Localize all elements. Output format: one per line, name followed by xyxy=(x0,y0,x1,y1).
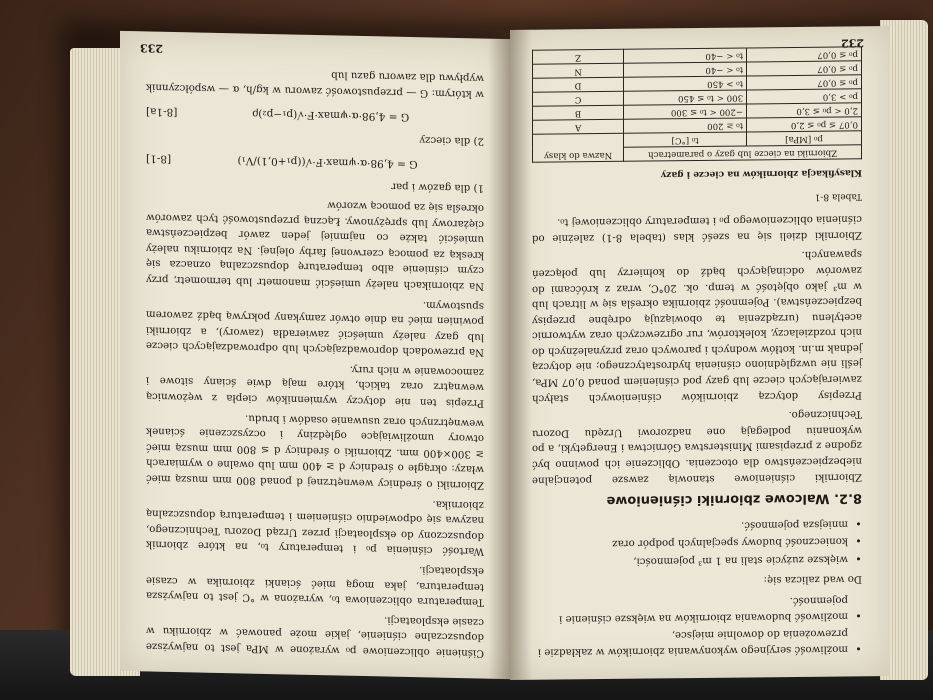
paragraph: Przepisy dotyczą zbiorników ciśnieniowych stałych zawierających ciecze lub gazy pod ciśnieniem ponad 0,07 MPa, jeśli nie uwzględniono ciśnienia hydrostatycznego; nie dotyczą jednak m.in. kotłów wodnych i parowych oraz przynależnych do nich rozdzielaczy, kolektorów, rur ogrzewczych oraz wytwornic acetylenu (urządzenia te obowiązują odrębne przepisy bezpieczeństwa). Pojemność zbiornika określa się w litrach lub w m³ jako objętość w temp. ok. 20°C, wraz z króćcami do zaworów odcinających bądź do kołnierzy lub połączeń spawanych. xyxy=(532,248,862,404)
paragraph: Przepis ten nie dotyczy wymienników ciepła z wężownicą wewnątrz oraz takich, które mają dwie ściany sitowe i zamocowanie w nich rury. xyxy=(146,363,484,409)
table-cell: p₀ ≤ 0,07 xyxy=(747,47,862,62)
paragraph: Wartość ciśnienia p₀ i temperatury t₀, na które zbiornik dopuszczony do eksploatacji przez Urząd Dozoru Technicznego, nazywa się odpowiednio ciśnieniem i temperaturą dopuszczalną zbiornika. xyxy=(146,498,484,557)
table-cell: p₀ ≤ 0,07 xyxy=(747,61,862,76)
table-cell: 300 < t₀ ≤ 450 xyxy=(624,90,747,105)
section-heading: 8.2. Walcowe zbiorniki ciśnieniowe xyxy=(606,490,862,509)
right-page-content xyxy=(510,26,890,680)
paragraph: Zbiorniki ciśnieniowe stanowią zawsze potencjalne niebezpieczeństwo dla otoczenia. Obliczenie ich powinno być zgodne z przepisami Ministerstwa Górnictwa i Energetyki, a po wykonaniu podlegają one nadzorowi Urzędu Dozoru Technicznego. xyxy=(532,408,862,486)
table-cell: t₀ < −40 xyxy=(624,48,747,63)
formula-liquid xyxy=(146,102,484,125)
paragraph: Na przewodach doprowadzających lub odprowadzających ciecze lub gazy należy umieścić zawieradła (zawory), a zbiorniki powinien mieć na dnie otwór zamykany pokrywą bądź zaworem spustowym. xyxy=(146,298,484,358)
classification-table xyxy=(532,47,862,163)
table-cell: Z xyxy=(533,50,624,65)
formula-liquid-tag: [8-1a] xyxy=(146,105,178,118)
table-header-row xyxy=(533,145,862,162)
table-cell: t₀ < −40 xyxy=(624,62,747,77)
table-cell: t₀ > 450 xyxy=(624,76,747,91)
paragraph: Ciśnienie obliczeniowe p₀ wyrażone w MPa jest to najwyższe dopuszczalne ciśnienie, jakie może panować w zbiorniku w czasie eksploatacji. xyxy=(146,614,484,659)
book-gutter xyxy=(488,30,532,680)
left-page-content xyxy=(120,31,510,679)
paragraph: Zbiorniki dzieli się na sześć klas (tabela 8-1) zależnie od ciśnienia obliczeniowego p₀ i temperatury obliczeniowej t₀. xyxy=(532,213,862,244)
paragraph: Zbiorniki o średnicy wewnętrznej d ponad 800 mm muszą mieć włazy: okrągłe o średnicy d ≥ 400 mm lub owalne o wymiarach ≥ 300×400 mm. Zbiorniki o średnicy d ≤ 800 mm muszą mieć otwory umożliwiające oględziny i oczyszczenie ścianek wewnętrznych oraz usuwanie osadów i brudu. xyxy=(146,412,484,491)
formula-gas-expression: G = 4,98·α·ψmax·F·√((p₁+0,1)/V₁) xyxy=(237,154,418,170)
table-label: Tabela 8-1 xyxy=(814,190,862,202)
table-cell: −200 < t₀ ≤ 300 xyxy=(624,104,747,119)
paragraph: Temperatura obliczeniowa t₀, wyrażona w °C jest to najwyższa temperatura, jaka mogą mieć ścianki zbiornika w czasie eksploatacji. xyxy=(146,564,484,608)
list-item: • mniejsza pojemność. xyxy=(532,516,848,535)
table-cell: 0,07 ≤ p₀ ≤ 2,0 xyxy=(747,117,862,132)
table-cell: 2,0 < p₀ ≤ 3,0 xyxy=(747,103,862,118)
table-header-class: Nazwa do klasy xyxy=(533,134,624,163)
table-header-pressure: p₀ [MPa] xyxy=(747,131,862,146)
table-cell: B xyxy=(533,106,624,121)
page-number: 233 xyxy=(140,40,163,55)
advantages-list xyxy=(532,592,862,660)
left-page xyxy=(120,31,510,679)
disadvantages-list xyxy=(532,516,862,570)
formula-gas-tag: [8-1] xyxy=(146,152,172,165)
table-subheader: Zbiorniki na ciecze lub gazy o parametrach xyxy=(624,145,862,161)
list-item: • możliwość seryjnego wykonywania zbiorników w zakładzie i przewożenia do dowolnie miejsce, xyxy=(532,625,848,659)
table-cell: p₀ > 3,0 xyxy=(747,89,862,104)
list-item: • konieczność budowy specjalnych podpór oraz xyxy=(532,533,848,552)
list-label: 1) dla gazów i par xyxy=(391,180,484,194)
right-page xyxy=(510,26,890,680)
list-item: • większe zużycie stali na 1 m³ pojemności, xyxy=(532,551,848,570)
table-cell: t₀ ≥ 200 xyxy=(624,118,747,133)
table-cell: A xyxy=(533,120,624,135)
table-header-temperature: t₀ [°C] xyxy=(624,132,747,147)
page-number: 232 xyxy=(841,35,864,50)
paragraph: w którym: G — przepustowość zaworu w kg/h, α — współczynnik wypływu dla zaworu gazu lub xyxy=(146,69,484,100)
list-label: Do wad zalicza się: xyxy=(763,572,862,585)
table-cell: p₀ ≤ 0,07 xyxy=(747,75,862,90)
list-item: • możliwość budowania zbiorników na większe ciśnienie i pojemność. xyxy=(532,592,848,626)
table-cell: C xyxy=(533,92,624,107)
table-cell: D xyxy=(533,78,624,93)
table-cell: N xyxy=(533,64,624,79)
list-label: 2) dla cieczy xyxy=(419,134,484,147)
formula-liquid-expression: G = 4,98·α·ψmax·F·√(p₁−p₂)ρ xyxy=(252,107,410,123)
paragraph: Na zbiornikach należy umieścić manometr lub termometr, przy czym ciśnienie albo temperaturę dopuszczalną oznacza się kreską za pomocą czerwonej farby olejnej. Na zbiorniku należy umieścić także co najmniej jeden zawór bezpieczeństwa ciężarowy lub sprężynowy. Łączną przepustowość tych zaworów określa się za pomocą wzorów xyxy=(146,199,484,292)
table-caption: Klasyfikacja zbiorników na ciecze i gazy xyxy=(661,167,862,180)
formula-gas xyxy=(146,150,484,173)
